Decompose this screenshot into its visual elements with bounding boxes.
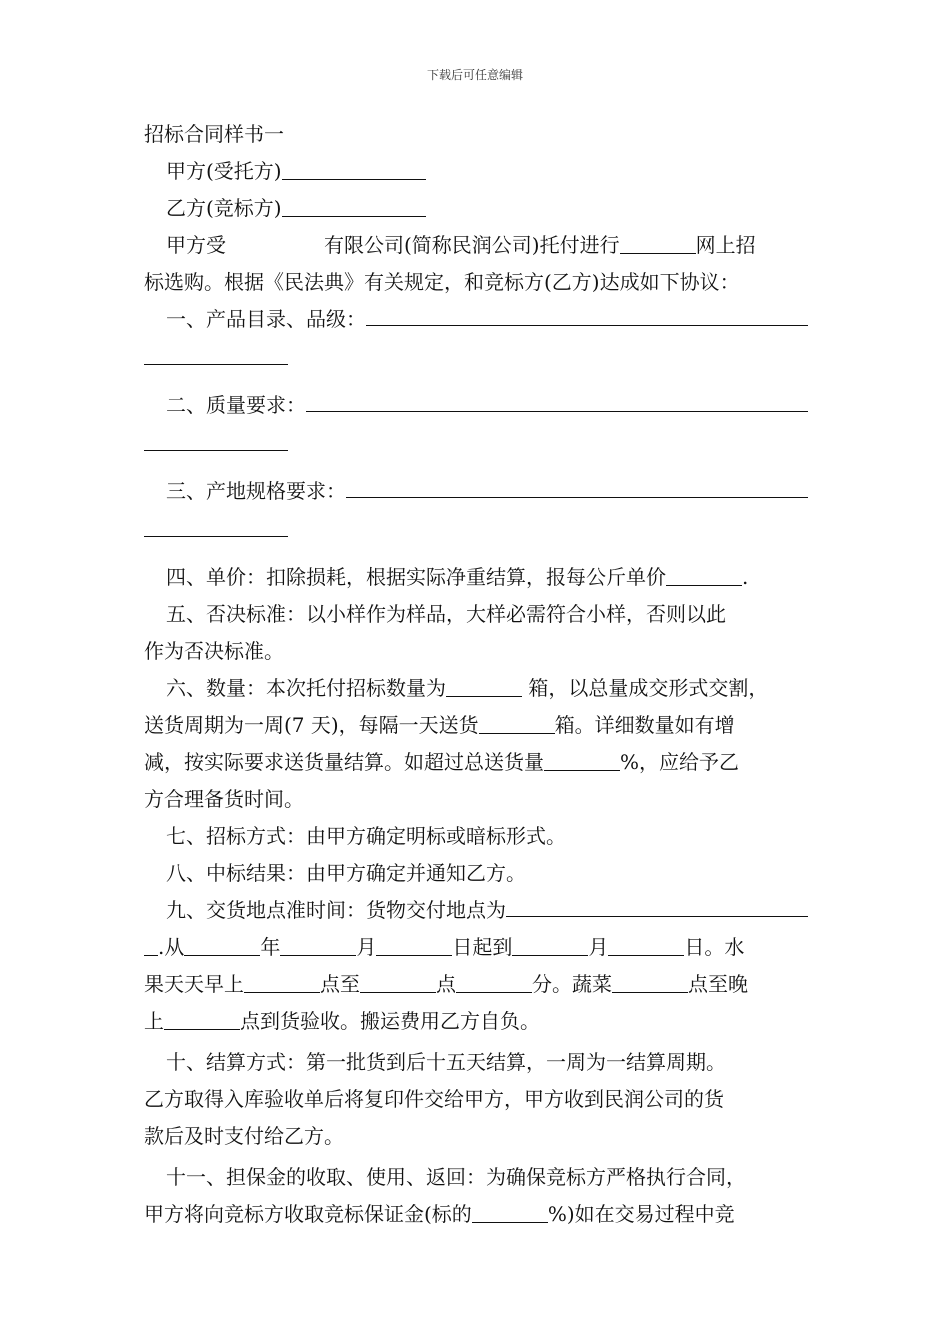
item6-text-d: 箱。详细数量如有增 xyxy=(554,713,735,737)
item9-location-blank[interactable] xyxy=(506,892,808,917)
item9-to: 点至 xyxy=(320,972,360,996)
item10-line-2: 乙方取得入库验收单后将复印件交给甲方，甲方收到民润公司的货 xyxy=(144,1087,724,1111)
item4-end: . xyxy=(742,565,749,589)
item11-text-b: %)如在交易过程中竞 xyxy=(547,1202,735,1226)
item9-text-end: 点到货验收。搬运费用乙方自负。 xyxy=(240,1009,540,1033)
item10-line-1: 十、结算方式：第一批货到后十五天结算，一周为一结算周期。 xyxy=(166,1050,726,1074)
item9-line-1 xyxy=(144,892,808,929)
document-title: 招标合同样书一 xyxy=(144,122,284,146)
item6-line-2 xyxy=(144,707,808,744)
item4-text: 四、单价：扣除损耗，根据实际净重结算，报每公斤单价 xyxy=(166,565,666,589)
item3-label: 三、产地规格要求： xyxy=(166,479,346,503)
item1-blank[interactable] xyxy=(366,301,808,326)
party-b-label: 乙方(竞标方) xyxy=(166,196,282,220)
intro-line-1 xyxy=(144,227,808,264)
item9-month-blank[interactable] xyxy=(280,931,356,956)
item1-line xyxy=(144,301,808,338)
item6-text-c: 送货周期为一周(7 天)，每隔一天送货 xyxy=(144,713,479,737)
item9-from: .从 xyxy=(158,935,185,959)
item9-hour: 点 xyxy=(436,972,456,996)
item11-percent-blank[interactable] xyxy=(472,1198,548,1223)
item6-text-e: 减，按实际要求送货量结算。如超过总送货量 xyxy=(144,750,544,774)
item9-year-blank[interactable] xyxy=(184,931,260,956)
item1-cont xyxy=(144,338,808,375)
item11-text-a: 甲方将向竞标方收取竞标保证金(标的 xyxy=(144,1202,472,1226)
item9-fruit-end-min-blank[interactable] xyxy=(456,968,532,993)
item6-text-f: %，应给予乙 xyxy=(620,750,740,774)
item8-line: 八、中标结果：由甲方确定并通知乙方。 xyxy=(166,861,526,885)
intro-blank[interactable] xyxy=(620,229,696,254)
item9-line-2 xyxy=(144,929,808,966)
item5-line-2: 作为否决标准。 xyxy=(144,639,284,663)
party-a-label: 甲方(受托方) xyxy=(166,159,282,183)
item6-text-a: 六、数量：本次托付招标数量为 xyxy=(166,676,446,700)
item6-delivery-blank[interactable] xyxy=(479,709,555,734)
item11-line-1: 十一、担保金的收取、使用、返回：为确保竞标方严格执行合同， xyxy=(166,1165,746,1189)
item9-month: 月 xyxy=(356,935,377,959)
item2-cont xyxy=(144,424,808,461)
item9-day2-blank[interactable] xyxy=(608,931,684,956)
item9-day2: 日。水 xyxy=(684,935,745,959)
item6-qty-blank[interactable] xyxy=(446,672,522,697)
item9-fruit-start-blank[interactable] xyxy=(244,968,320,993)
item3-cont xyxy=(144,510,808,547)
item2-blank-cont[interactable] xyxy=(144,426,288,451)
item3-line xyxy=(144,473,808,510)
item4-line xyxy=(144,559,808,596)
intro-text-a: 甲方受 xyxy=(166,233,226,257)
item10-line-3: 款后及时支付给乙方。 xyxy=(144,1124,344,1148)
item6-line-1 xyxy=(144,670,808,707)
item6-percent-blank[interactable] xyxy=(544,746,620,771)
party-b-line xyxy=(144,190,808,227)
item2-line xyxy=(144,387,808,424)
item7-line: 七、招标方式：由甲方确定明标或暗标形式。 xyxy=(166,824,566,848)
item9-line-3 xyxy=(144,966,808,1003)
item9-veg-end-blank[interactable] xyxy=(164,1005,240,1030)
item9-veg-start-blank[interactable] xyxy=(612,968,688,993)
item9-text-a: 九、交货地点准时间：货物交付地点为 xyxy=(166,898,506,922)
item4-blank[interactable] xyxy=(666,561,742,586)
item9-location-blank-cont[interactable] xyxy=(144,931,158,956)
item6-line-3 xyxy=(144,744,808,781)
item2-label: 二、质量要求： xyxy=(166,393,306,417)
item6-text-b: 箱，以总量成交形式交割， xyxy=(522,676,769,700)
item9-fruit-end-hour-blank[interactable] xyxy=(360,968,436,993)
item9-day-blank[interactable] xyxy=(376,931,452,956)
item9-evening: 上 xyxy=(144,1009,164,1033)
intro-line-2: 标选购。根据《民法典》有关规定，和竞标方(乙方)达成如下协议： xyxy=(144,270,740,294)
item3-blank[interactable] xyxy=(346,473,808,498)
document-body xyxy=(144,116,808,1233)
page-header-note: 下载后可任意编辑 xyxy=(426,68,523,82)
item9-line-4 xyxy=(144,1003,808,1040)
item1-label: 一、产品目录、品级： xyxy=(166,307,366,331)
item5-line-1: 五、否决标准：以小样作为样品，大样必需符合小样，否则以此 xyxy=(166,602,726,626)
intro-text-c: 网上招 xyxy=(695,233,756,257)
intro-text-b: 有限公司(简称民润公司)托付进行 xyxy=(324,233,620,257)
item1-blank-cont[interactable] xyxy=(144,340,288,365)
item9-month2-blank[interactable] xyxy=(512,931,588,956)
item9-year: 年 xyxy=(260,935,281,959)
party-a-blank[interactable] xyxy=(282,155,426,180)
item9-month2: 月 xyxy=(588,935,609,959)
item9-fruit-morning: 果天天早上 xyxy=(144,972,244,996)
item6-line-4: 方合理备货时间。 xyxy=(144,787,304,811)
party-a-line xyxy=(144,153,808,190)
item2-blank[interactable] xyxy=(306,387,808,412)
item11-line-2 xyxy=(144,1196,808,1233)
item3-blank-cont[interactable] xyxy=(144,512,288,537)
item9-to-evening: 点至晚 xyxy=(688,972,748,996)
party-b-blank[interactable] xyxy=(282,192,426,217)
item9-vegetable: 分。蔬菜 xyxy=(532,972,612,996)
item9-day-to: 日起到 xyxy=(452,935,513,959)
